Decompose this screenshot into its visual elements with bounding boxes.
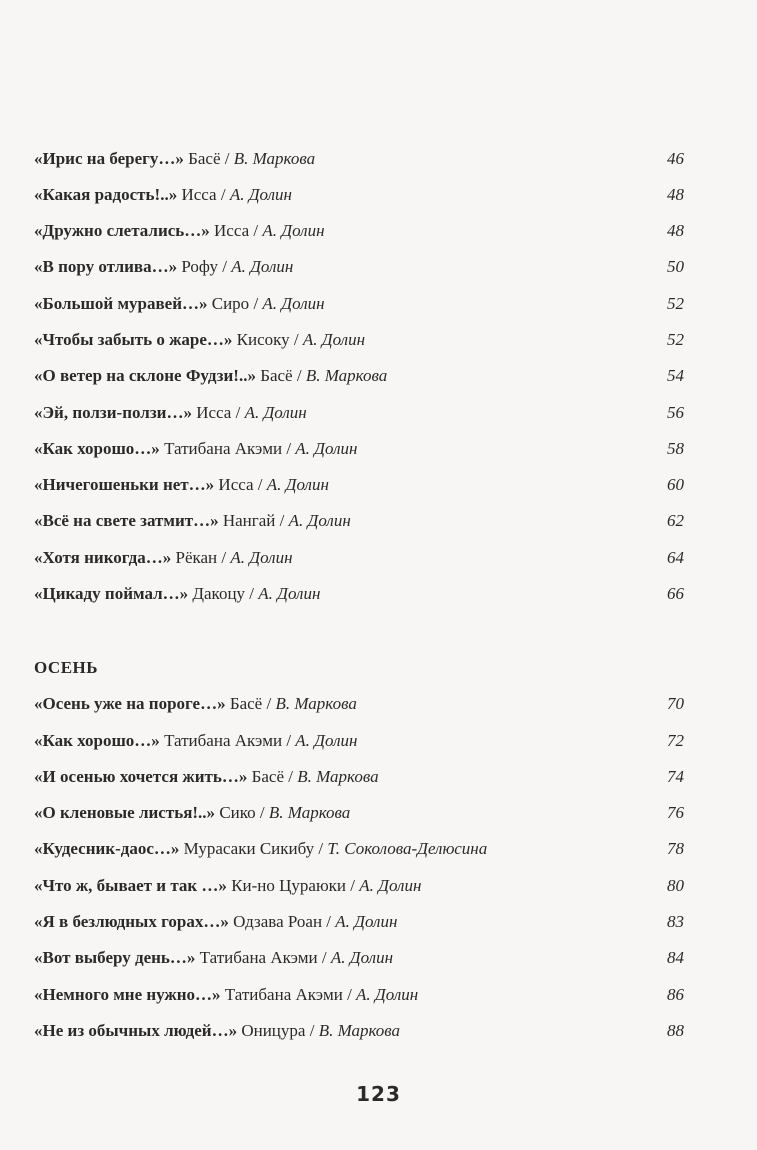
poem-author: Сиро [207, 294, 250, 313]
poem-author: Татибана Акэми [220, 985, 343, 1004]
poem-title: «Дружно слетались…» [34, 221, 210, 240]
toc-entry: «Большой муравей…» Сиро / А. Долин 52 [34, 290, 684, 318]
poem-author: Нангай [218, 511, 276, 530]
poem-author: Исса [191, 403, 232, 422]
toc-entry: «В пору отлива…» Рофу / А. Долин 50 [34, 253, 684, 281]
poem-author: Исса [214, 475, 254, 494]
page-ref: 64 [667, 548, 684, 567]
poem-title: «Немного мне нужно…» [34, 985, 221, 1004]
page-ref: 54 [667, 366, 684, 385]
poem-translator: А. Долин [356, 985, 419, 1004]
poem-translator: А. Долин [258, 584, 321, 603]
poem-title: «Кудесник-даос…» [34, 839, 180, 858]
poem-author: Кисоку [232, 330, 290, 349]
toc-entry: «Какая радость!..» Исса / А. Долин 48 [34, 181, 684, 209]
toc-entry: «Осень уже на пороге…» Басё / В. Маркова 70 [34, 690, 684, 718]
page-ref: 56 [667, 403, 684, 422]
poem-author: Сико [215, 803, 256, 822]
poem-translator: А. Долин [244, 403, 307, 422]
toc-entry: «Как хорошо…» Татибана Акэми / А. Долин 72 [34, 727, 684, 755]
poem-author: Мурасаки Сикибу [179, 839, 315, 858]
poem-author: Татибана Акэми [159, 439, 283, 458]
poem-translator: А. Долин [295, 439, 358, 458]
page-ref: 52 [667, 294, 684, 313]
poem-author: Рёкан [171, 548, 218, 567]
page-ref: 88 [667, 1021, 684, 1040]
page-ref: 74 [667, 767, 684, 786]
poem-title: «Большой муравей…» [34, 294, 208, 313]
poem-title: «Всё на свете затмит…» [34, 511, 219, 530]
poem-translator: В. Маркова [318, 1021, 401, 1040]
poem-author: Дакоцу [188, 584, 246, 603]
poem-translator: А. Долин [262, 221, 325, 240]
poem-author: Одзава Роан [228, 912, 323, 931]
page-number: 123 [356, 1082, 401, 1106]
poem-author: Татибана Акэми [159, 731, 283, 750]
page-ref: 72 [667, 731, 684, 750]
page-ref: 48 [667, 221, 684, 240]
toc-entry: «Как хорошо…» Татибана Акэми / А. Долин 58 [34, 435, 684, 463]
toc-entry: «Чтобы забыть о жаре…» Кисоку / А. Долин 52 [34, 326, 684, 354]
poem-author: Оницура [237, 1021, 306, 1040]
page-ref: 78 [667, 839, 684, 858]
poem-title: «И осенью хочется жить…» [34, 767, 248, 786]
poem-title: «Цикаду поймал…» [34, 584, 189, 603]
toc-entry: «Ирис на берегу…» Басё / В. Маркова 46 [34, 145, 684, 173]
poem-translator: А. Долин [288, 511, 351, 530]
poem-title: «В пору отлива…» [34, 257, 178, 276]
poem-title: «О ветер на склоне Фудзи!..» [34, 366, 256, 385]
toc-entry: «Что ж, бывает и так …» Ки-но Цураюки / А. Долин 80 [34, 872, 684, 900]
poem-translator: Т. Соколова-Делюсина [327, 839, 488, 858]
toc-entry: «Эй, ползи-ползи…» Исса / А. Долин 56 [34, 399, 684, 427]
poem-author: Рофу [177, 257, 218, 276]
poem-title: «Осень уже на пороге…» [34, 694, 226, 713]
poem-translator: А. Долин [302, 330, 366, 349]
poem-author: Исса [209, 221, 250, 240]
poem-title: «Как хорошо…» [34, 439, 160, 458]
poem-title: «Как хорошо…» [34, 731, 160, 750]
poem-title: «О кленовые листья!..» [34, 803, 216, 822]
toc-entry: «Не из обычных людей…» Оницура / В. Маркова 88 [34, 1017, 684, 1045]
poem-title: «Не из обычных людей…» [34, 1021, 238, 1040]
toc-entry: «Цикаду поймал…» Дакоцу / А. Долин 66 [34, 580, 684, 608]
poem-title: «Какая радость!..» [34, 185, 178, 204]
poem-title: «Ничегошеньки нет…» [34, 475, 215, 494]
poem-author: Исса [177, 185, 217, 204]
page-ref: 62 [667, 511, 684, 530]
poem-title: «Вот выберу день…» [34, 948, 196, 967]
toc-entry: «О ветер на склоне Фудзи!..» Басё / В. Маркова 54 [34, 362, 684, 390]
poem-author: Татибана Акэми [195, 948, 318, 967]
poem-title: «Чтобы забыть о жаре…» [34, 330, 233, 349]
poem-translator: В. Маркова [275, 694, 357, 713]
poem-translator: В. Маркова [297, 767, 379, 786]
page-ref: 80 [667, 876, 684, 895]
toc-entry: «Всё на свете затмит…» Нангай / А. Долин 62 [34, 507, 684, 535]
page-ref: 83 [667, 912, 684, 931]
toc-entry: «Дружно слетались…» Исса / А. Долин 48 [34, 217, 684, 245]
poem-translator: А. Долин [295, 731, 358, 750]
poem-author: Басё [183, 149, 221, 168]
page-ref: 50 [667, 257, 684, 276]
page-ref: 86 [667, 985, 684, 1004]
poem-author: Басё [255, 366, 293, 385]
page-ref: 58 [667, 439, 684, 458]
toc-entry: «Немного мне нужно…» Татибана Акэми / А. Долин 86 [34, 981, 684, 1009]
poem-title: «Ирис на берегу…» [34, 149, 184, 168]
toc-entry: «Ничегошеньки нет…» Исса / А. Долин 60 [34, 471, 684, 499]
page-ref: 76 [667, 803, 684, 822]
poem-title: «Я в безлюдных горах…» [34, 912, 229, 931]
page-ref: 52 [667, 330, 684, 349]
page-ref: 84 [667, 948, 684, 967]
poem-title: «Что ж, бывает и так …» [34, 876, 227, 895]
poem-translator: А. Долин [231, 257, 294, 276]
poem-translator: А. Долин [335, 912, 398, 931]
poem-translator: А. Долин [230, 548, 293, 567]
toc-entry: «Кудесник-даос…» Мурасаки Сикибу / Т. Соколова-Делюсина 78 [34, 835, 684, 863]
poem-translator: А. Долин [330, 948, 394, 967]
toc-entry: «О кленовые листья!..» Сико / В. Маркова 76 [34, 799, 684, 827]
poem-title: «Хотя никогда…» [34, 548, 172, 567]
poem-translator: В. Маркова [305, 366, 388, 385]
poem-title: «Эй, ползи-ползи…» [34, 403, 192, 422]
poem-translator: А. Долин [262, 294, 325, 313]
page-ref: 48 [667, 185, 684, 204]
poem-author: Ки-но Цураюки [226, 876, 347, 895]
poem-author: Басё [225, 694, 263, 713]
poem-translator: А. Долин [229, 185, 292, 204]
poem-translator: В. Маркова [268, 803, 351, 822]
page-ref: 46 [667, 149, 684, 168]
section-heading-autumn: ОСЕНЬ [34, 658, 99, 677]
toc-entry: «Хотя никогда…» Рёкан / А. Долин 64 [34, 544, 684, 572]
toc-entry: «Я в безлюдных горах…» Одзава Роан / А. Долин 83 [34, 908, 684, 936]
poem-author: Басё [247, 767, 285, 786]
poem-translator: А. Долин [359, 876, 422, 895]
poem-translator: В. Маркова [233, 149, 316, 168]
page-ref: 66 [667, 584, 684, 603]
page-ref: 60 [667, 475, 684, 494]
page-ref: 70 [667, 694, 684, 713]
toc-entry: «Вот выберу день…» Татибана Акэми / А. Долин 84 [34, 944, 684, 972]
toc-entry: «И осенью хочется жить…» Басё / В. Маркова 74 [34, 763, 684, 791]
poem-translator: А. Долин [266, 475, 329, 494]
